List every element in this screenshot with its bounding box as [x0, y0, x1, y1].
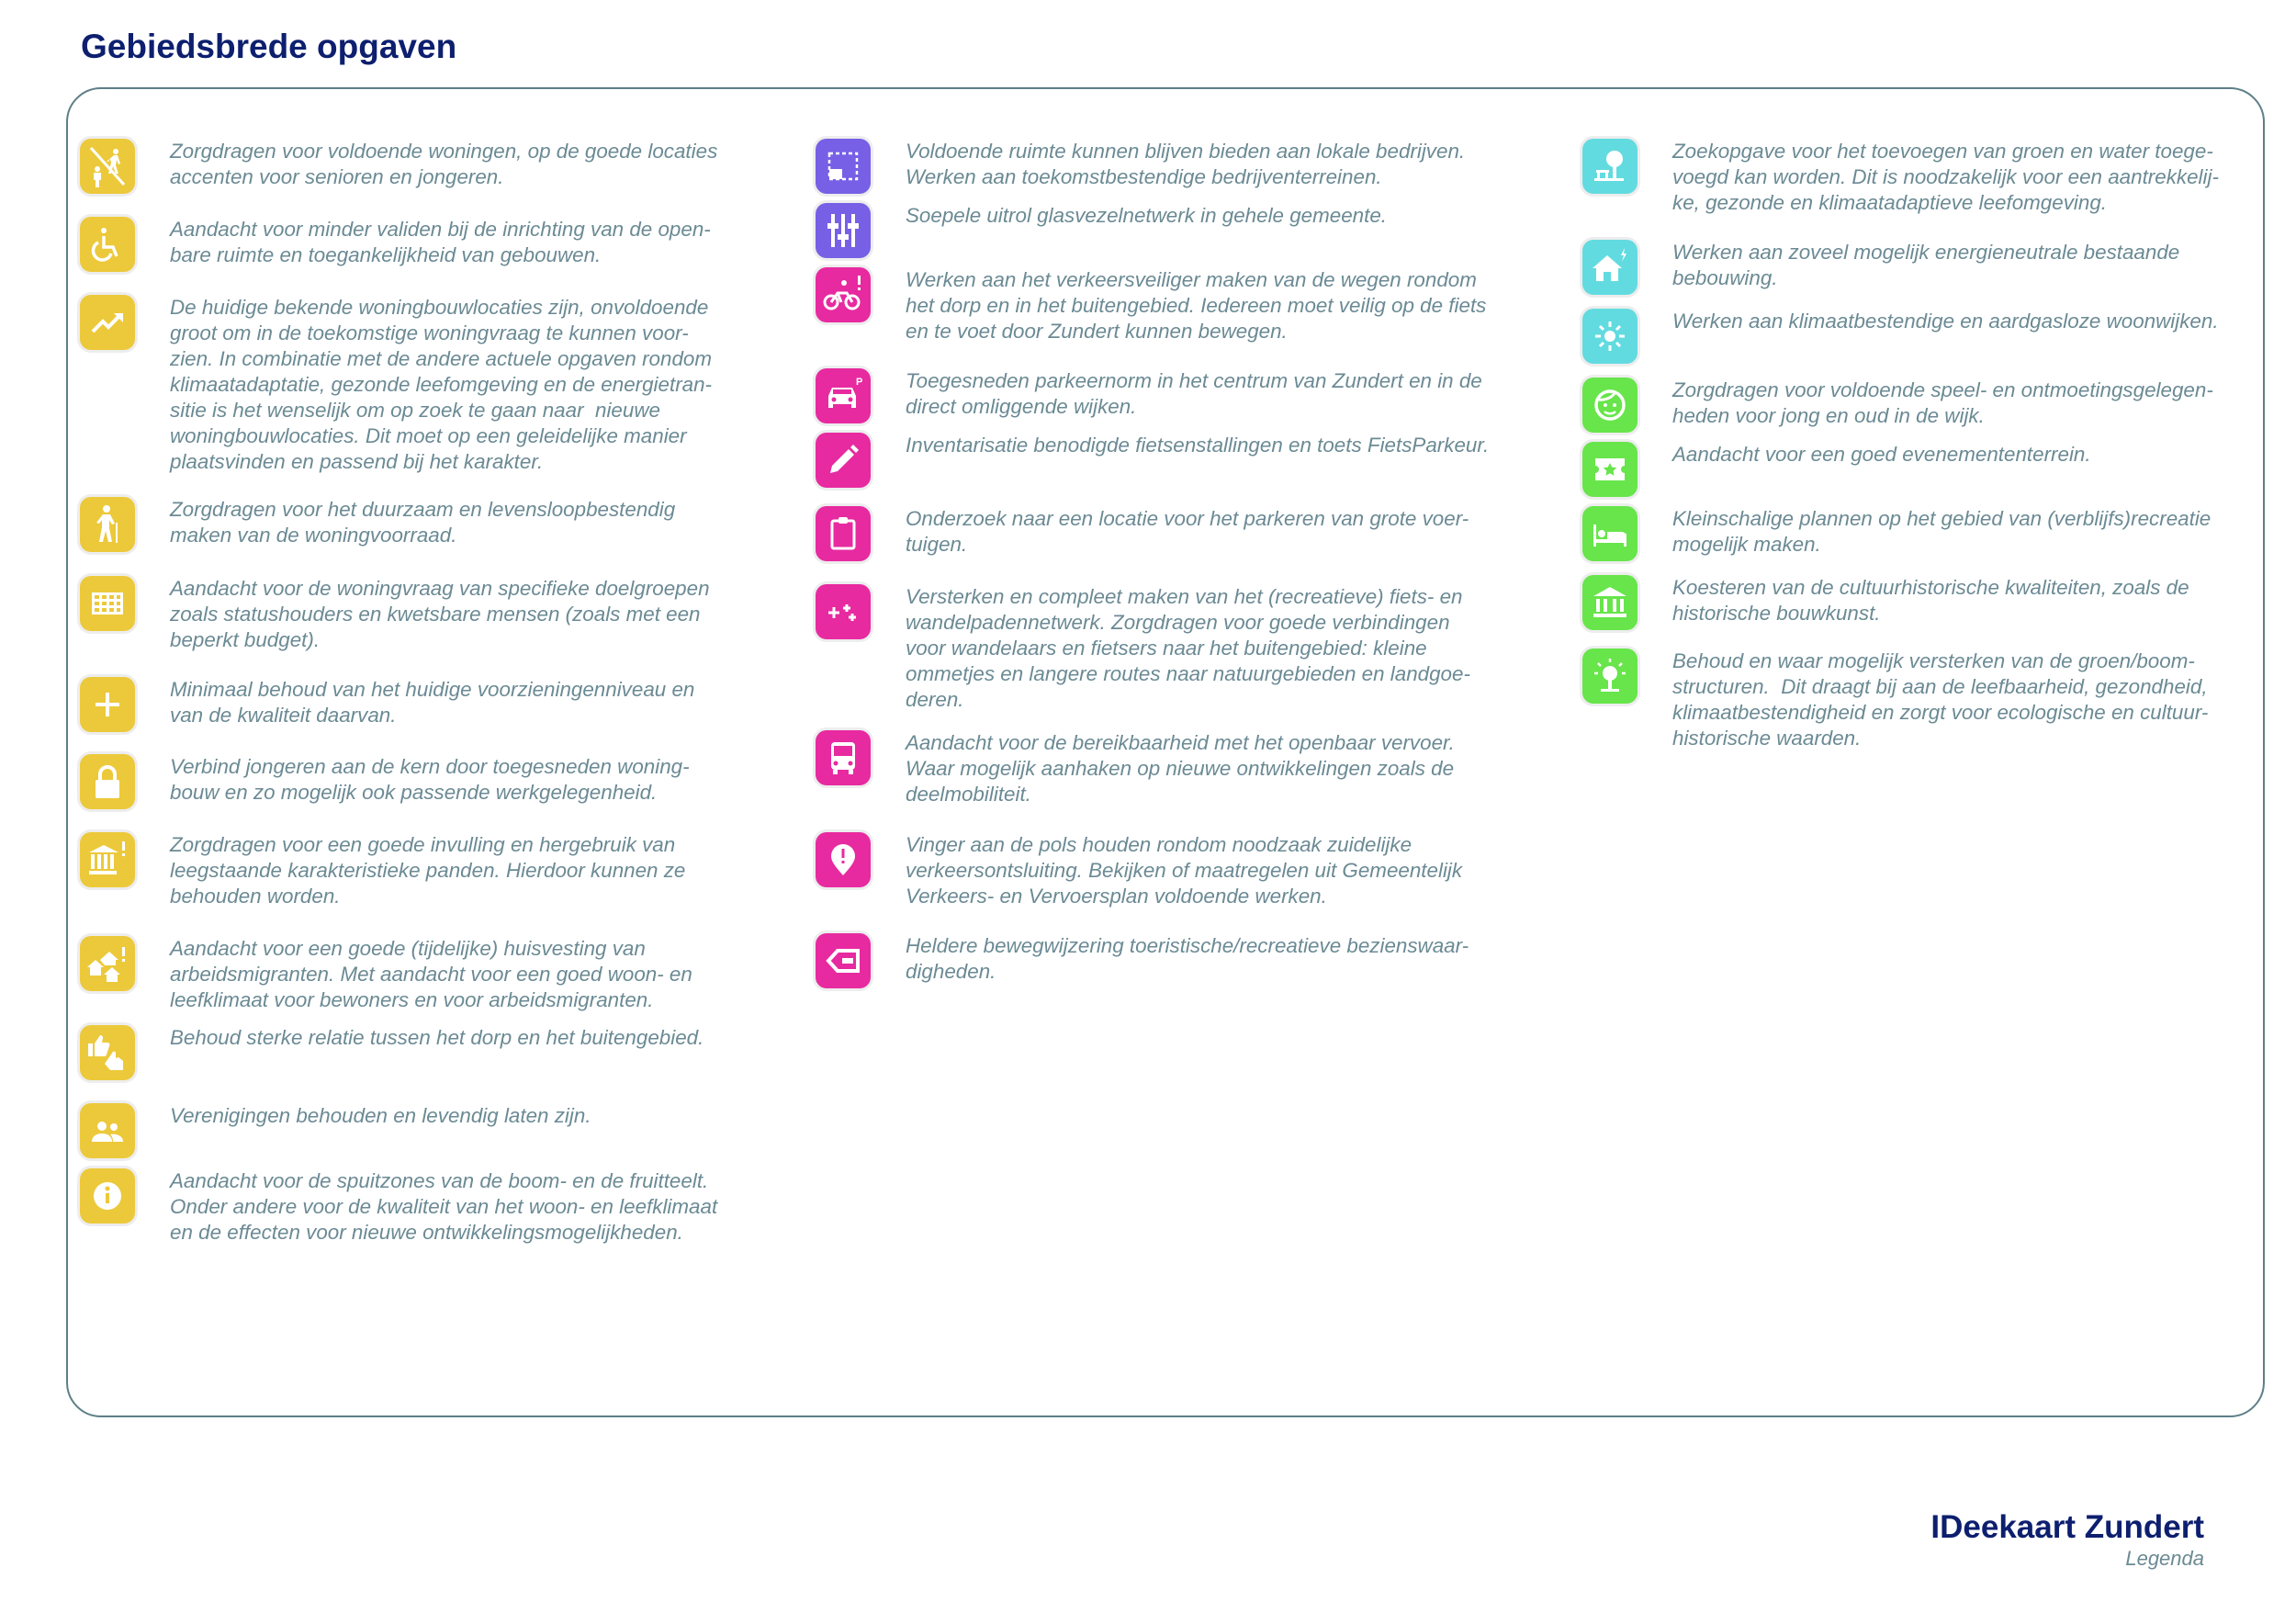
- legend-text: Vinger aan de pols houden rondom noodzaak zuidelijke verkeersontsluiting. Bekijken of maatregelen uit Gemeentelijk Verkeers- en Vervoersplan voldoende werken.: [906, 833, 1463, 908]
- bicycle-alert-icon: [816, 267, 871, 322]
- legend-text: Aandacht voor een goed evenemententerrein.: [1672, 443, 2091, 466]
- sparkle-plus-icon: [816, 584, 871, 639]
- legend-text: Aandacht voor minder validen bij de inrichting van de open- bare ruimte en toegankelijkheid van gebouwen.: [170, 218, 711, 266]
- bed-icon: [1582, 506, 1638, 561]
- footer-subtitle: Legenda: [2125, 1547, 2204, 1570]
- car-parking-icon: [816, 368, 871, 423]
- legend-text: Onderzoek naar een locatie voor het parkeren van grote voer- tuigen.: [906, 507, 1469, 556]
- group-icon: [80, 1103, 135, 1158]
- legend-text: Minimaal behoud van het huidige voorzieningenniveau en van de kwaliteit daarvan.: [170, 678, 695, 727]
- legend-text: Versterken en compleet maken van het (recreatieve) fiets- en wandelpadennetwerk. Zorgdragen voor goede verbindingen voor wandelaars en fietsers naar het buitengebied: kleine ommetjes en langere routes naar natuurgebieden en landgoe- deren.: [906, 585, 1470, 711]
- tree-light-icon: [1582, 648, 1638, 704]
- legend-text: Werken aan klimaatbestendige en aardgasloze woonwijken.: [1672, 310, 2219, 333]
- legend-text: Zorgdragen voor een goede invulling en hergebruik van leegstaande karakteristieke panden. Hierdoor kunnen ze behouden worden.: [170, 833, 686, 908]
- building-alert-icon: [80, 832, 135, 887]
- child-face-icon: [1582, 378, 1638, 433]
- plus-icon: [80, 677, 135, 732]
- legend-text: Soepele uitrol glasvezelnetwerk in gehele gemeente.: [906, 204, 1388, 227]
- legend-text: Heldere bewegwijzering toeristische/recreatieve bezienswaar- digheden.: [906, 934, 1469, 983]
- legend-text: Behoud en waar mogelijk versterken van de groen/boom- structuren. Dit draagt bij aan de leefbaarheid, gezondheid, klimaatbestendigheid en zorgt voor ecologische en cultuur- historische waarden.: [1672, 649, 2209, 750]
- bus-icon: [816, 730, 871, 785]
- ticket-star-icon: [1582, 442, 1638, 497]
- wheelchair-icon: [80, 217, 135, 272]
- legend-text: Kleinschalige plannen op het gebied van (verblijfs)recreatie mogelijk maken.: [1672, 507, 2212, 556]
- info-icon: [80, 1168, 135, 1224]
- legend-text: Aandacht voor de spuitzones van de boom- en de fruitteelt. Onder andere voor de kwaliteit van het woon- en leefklimaat en de effecten voor nieuwe ontwikkelingsmogelijkheden.: [170, 1169, 718, 1244]
- legend-text: Zoekopgave voor het toevoegen van groen en water toege- voegd kan worden. Dit is noodzakelijk voor een aantrekkelij- ke, gezonde en klimaatadaptieve leefomgeving.: [1672, 140, 2219, 214]
- legend-text: Aandacht voor de woningvraag van specifieke doelgroepen zoals statushouders en kwetsbare mensen (zoals met een beperkt budget).: [170, 577, 710, 651]
- fiber-network-icon: [816, 203, 871, 258]
- legend-text: Verbind jongeren aan de kern door toegesneden woning- bouw en zo mogelijk ook passende werkgelegenheid.: [170, 755, 690, 804]
- lock-icon: [80, 754, 135, 809]
- sun-icon: [1582, 309, 1638, 364]
- no-walking-icon: [80, 139, 135, 194]
- location-alert-icon: [816, 832, 871, 887]
- legend-text: De huidige bekende woningbouwlocaties zijn, onvoldoende groot om in de toekomstige woningvraag te kunnen voor- zien. In combinatie met de andere actuele opgaven rondom klimaatadaptatie, gezonde leefomgeving en de energietran- sitie is het wenselijk om op zoek te gaan naar nieuwe woningbouwlocaties. Dit moet op een geleidelijke manier plaatsvinden en passend bij het karakter.: [170, 296, 713, 473]
- legend-text: Toegesneden parkeernorm in het centrum van Zundert en in de direct omliggende wijken.: [906, 369, 1482, 418]
- legend-text: Verenigingen behouden en levendig laten zijn.: [170, 1104, 591, 1127]
- apartment-grid-icon: [80, 576, 135, 631]
- houses-alert-icon: [80, 936, 135, 991]
- legend-text: Werken aan het verkeersveiliger maken van de wegen rondom het dorp en in het buitengebied. Iedereen moet veilig op de fiets en te voet door Zundert kunnen bewegen.: [906, 268, 1487, 343]
- trending-up-icon: [80, 295, 135, 350]
- legend-text: Behoud sterke relatie tussen het dorp en het buitengebied.: [170, 1026, 704, 1049]
- legend-text: Zorgdragen voor het duurzaam en levensloopbestendig maken van de woningvoorraad.: [170, 498, 676, 547]
- elderly-person-icon: [80, 497, 135, 552]
- legend-text: Inventarisatie benodigde fietsenstallingen en toets FietsParkeur.: [906, 434, 1490, 457]
- legend-text: Koesteren van de cultuurhistorische kwaliteiten, zoals de historische bouwkunst.: [1672, 576, 2189, 625]
- legend-text: Aandacht voor de bereikbaarheid met het openbaar vervoer. Waar mogelijk aanhaken op nieuwe ontwikkelingen zoals de deelmobiliteit.: [906, 731, 1455, 806]
- thumbs-hand-icon: [80, 1025, 135, 1080]
- legend-text: Zorgdragen voor voldoende woningen, op de goede locaties accenten voor senioren en jongeren.: [170, 140, 718, 188]
- legend-text: Zorgdragen voor voldoende speel- en ontmoetingsgelegen- heden voor jong en oud in de wijk.: [1672, 378, 2213, 427]
- pencil-icon: [816, 433, 871, 488]
- svg-text:P: P: [856, 377, 863, 388]
- legend-text: Aandacht voor een goede (tijdelijke) huisvesting van arbeidsmigranten. Met aandacht voor een goed woon- en leefklimaat voor bewoners en voor arbeidsmigranten.: [170, 937, 692, 1011]
- legend-text: Werken aan zoveel mogelijk energieneutrale bestaande bebouwing.: [1672, 241, 2180, 289]
- select-area-icon: [816, 139, 871, 194]
- page-title: Gebiedsbrede opgaven: [81, 28, 457, 65]
- signpost-arrow-icon: [816, 933, 871, 988]
- footer-title: IDeekaart Zundert: [1930, 1509, 2204, 1545]
- house-energy-icon: [1582, 240, 1638, 295]
- legend-text: Voldoende ruimte kunnen blijven bieden aan lokale bedrijven. Werken aan toekomstbestendige bedrijventerreinen.: [906, 140, 1466, 188]
- tree-bench-icon: [1582, 139, 1638, 194]
- museum-icon: [1582, 575, 1638, 630]
- clipboard-icon: [816, 506, 871, 561]
